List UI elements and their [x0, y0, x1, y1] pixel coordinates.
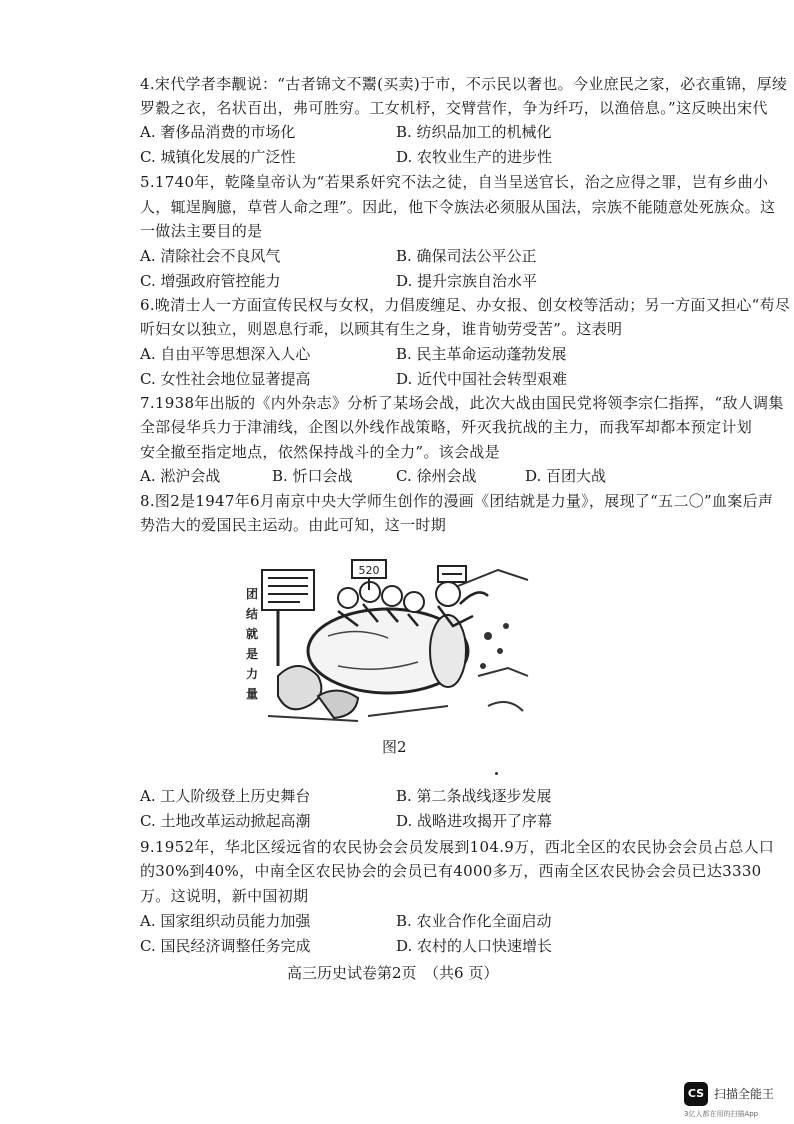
q6-option-c[interactable]: C. 女性社会地位显著提高	[140, 370, 311, 388]
q5-stem-line-3: 一做法主要目的是	[140, 222, 263, 240]
q9-option-a[interactable]: A. 国家组织动员能力加强	[140, 912, 311, 930]
q7-stem-line-2: 全部侵华兵力于津浦线，企图以外线作战策略，歼灭我抗战的主力，而我军却都本预定计划	[140, 418, 753, 436]
q5-option-a[interactable]: A. 清除社会不良风气	[140, 247, 281, 265]
svg-text:力: 力	[246, 667, 259, 681]
placard-right	[438, 566, 466, 582]
q9-stem-line-2: 的30%到40%，中南全区农民协会的会员已有4000多万，西南全区农民协会会员已达3330	[140, 862, 762, 880]
scan-speck	[495, 772, 498, 775]
q8-stem-line-1: 8.图2是1947年6月南京中央大学师生创作的漫画《团结就是力量》，展现了“五二〇”血案后声	[140, 492, 774, 510]
q7-stem-line-3: 安全撤至指定地点，依然保持战斗的全力”。该会战是	[140, 443, 500, 461]
boulder	[308, 609, 468, 693]
q4-stem-line-2: 罗縠之衣，名状百出，弗可胜穷。工女机杼，交臂营作，争为纤巧，以渔倍息。”这反映出宋代	[140, 99, 768, 117]
q4-option-a[interactable]: A. 奢侈品消费的市场化	[140, 123, 296, 141]
svg-text:就: 就	[246, 627, 259, 641]
page-footer: 高三历史试卷第2页 （共6 页）	[287, 964, 499, 982]
unity-cartoon-figure	[238, 556, 538, 736]
svg-text:是: 是	[246, 647, 259, 661]
watermark-app-name: 扫描全能王	[714, 1087, 775, 1101]
svg-text:团: 团	[246, 587, 259, 601]
q7-option-c[interactable]: C. 徐州会战	[396, 467, 477, 485]
q5-stem-line-2: 人，辄逞胸臆，草菅人命之理”。因此，他下令族法必须服从国法，宗族不能随意处死族众。这	[140, 198, 776, 216]
q5-option-b[interactable]: B. 确保司法公平公正	[396, 247, 537, 265]
q4-option-d[interactable]: D. 农牧业生产的进步性	[396, 148, 553, 166]
watermark-tagline: 3亿人都在用的扫描App	[684, 1110, 759, 1118]
q6-stem-line-1: 6.晚清士人一方面宣传民权与女权，力倡废缠足、办女报、创女校等活动；另一方面又担心“苟尽	[140, 296, 791, 314]
q5-option-c[interactable]: C. 增强政府管控能力	[140, 272, 281, 290]
q9-option-c[interactable]: C. 国民经济调整任务完成	[140, 937, 311, 955]
q7-option-a[interactable]: A. 淞沪会战	[140, 467, 221, 485]
rocks	[458, 570, 528, 711]
q4-option-c[interactable]: C. 城镇化发展的广泛性	[140, 148, 296, 166]
camscanner-logo-icon: CS	[684, 1082, 708, 1106]
sign-520-text: 520	[358, 564, 380, 577]
q8-option-b[interactable]: B. 第二条战线逐步发展	[396, 787, 552, 805]
q6-option-b[interactable]: B. 民主革命运动蓬勃发展	[396, 345, 567, 363]
q6-option-d[interactable]: D. 近代中国社会转型艰难	[396, 370, 568, 388]
q9-stem-line-1: 9.1952年，华北区绥远省的农民协会会员发展到104.9万，西北全区的农民协会会员占总人口	[140, 838, 775, 856]
q4-stem-line-1: 4.宋代学者李觏说：“古者锦文不鬻(买卖)于市，不示民以奢也。今业庶民之家，必衣重锦，厚绫	[140, 75, 788, 93]
q7-option-b[interactable]: B. 忻口会战	[272, 467, 353, 485]
sign-520	[352, 560, 386, 590]
q9-option-d[interactable]: D. 农村的人口快速增长	[396, 937, 553, 955]
q5-option-d[interactable]: D. 提升宗族自治水平	[396, 272, 538, 290]
q7-stem-line-1: 7.1938年出版的《内外杂志》分析了某场会战，此次大战由国民党将领李宗仁指挥，“敌人调集	[140, 394, 784, 412]
q5-stem-line-1: 5.1740年，乾隆皇帝认为“若果系奸究不法之徒，自当呈送官长，治之应得之罪，岂有乡曲小	[140, 173, 769, 191]
cartoon-side-text	[246, 587, 258, 701]
q7-option-d[interactable]: D. 百团大战	[525, 467, 607, 485]
svg-text:量: 量	[246, 687, 259, 701]
q9-option-b[interactable]: B. 农业合作化全面启动	[396, 912, 552, 930]
q8-option-a[interactable]: A. 工人阶级登上历史舞台	[140, 787, 311, 805]
q8-option-d[interactable]: D. 战略进攻揭开了序幕	[396, 812, 553, 830]
q6-option-a[interactable]: A. 自由平等思想深入人心	[140, 345, 311, 363]
figure-caption: 图2	[382, 738, 407, 756]
q8-option-c[interactable]: C. 土地改革运动掀起高潮	[140, 812, 311, 830]
q4-option-b[interactable]: B. 纺织品加工的机械化	[396, 123, 552, 141]
placard-left	[262, 570, 314, 666]
q9-stem-line-3: 万。这说明，新中国初期	[140, 887, 309, 905]
q8-stem-line-2: 势浩大的爱国民主运动。由此可知，这一时期	[140, 516, 447, 534]
svg-text:结: 结	[246, 607, 259, 621]
q6-stem-line-2: 听妇女以独立，则恩息行乖，以顾其有生之身，谁肯劬劳受苦”。这表明	[140, 320, 623, 338]
scanner-watermark	[684, 1082, 794, 1122]
